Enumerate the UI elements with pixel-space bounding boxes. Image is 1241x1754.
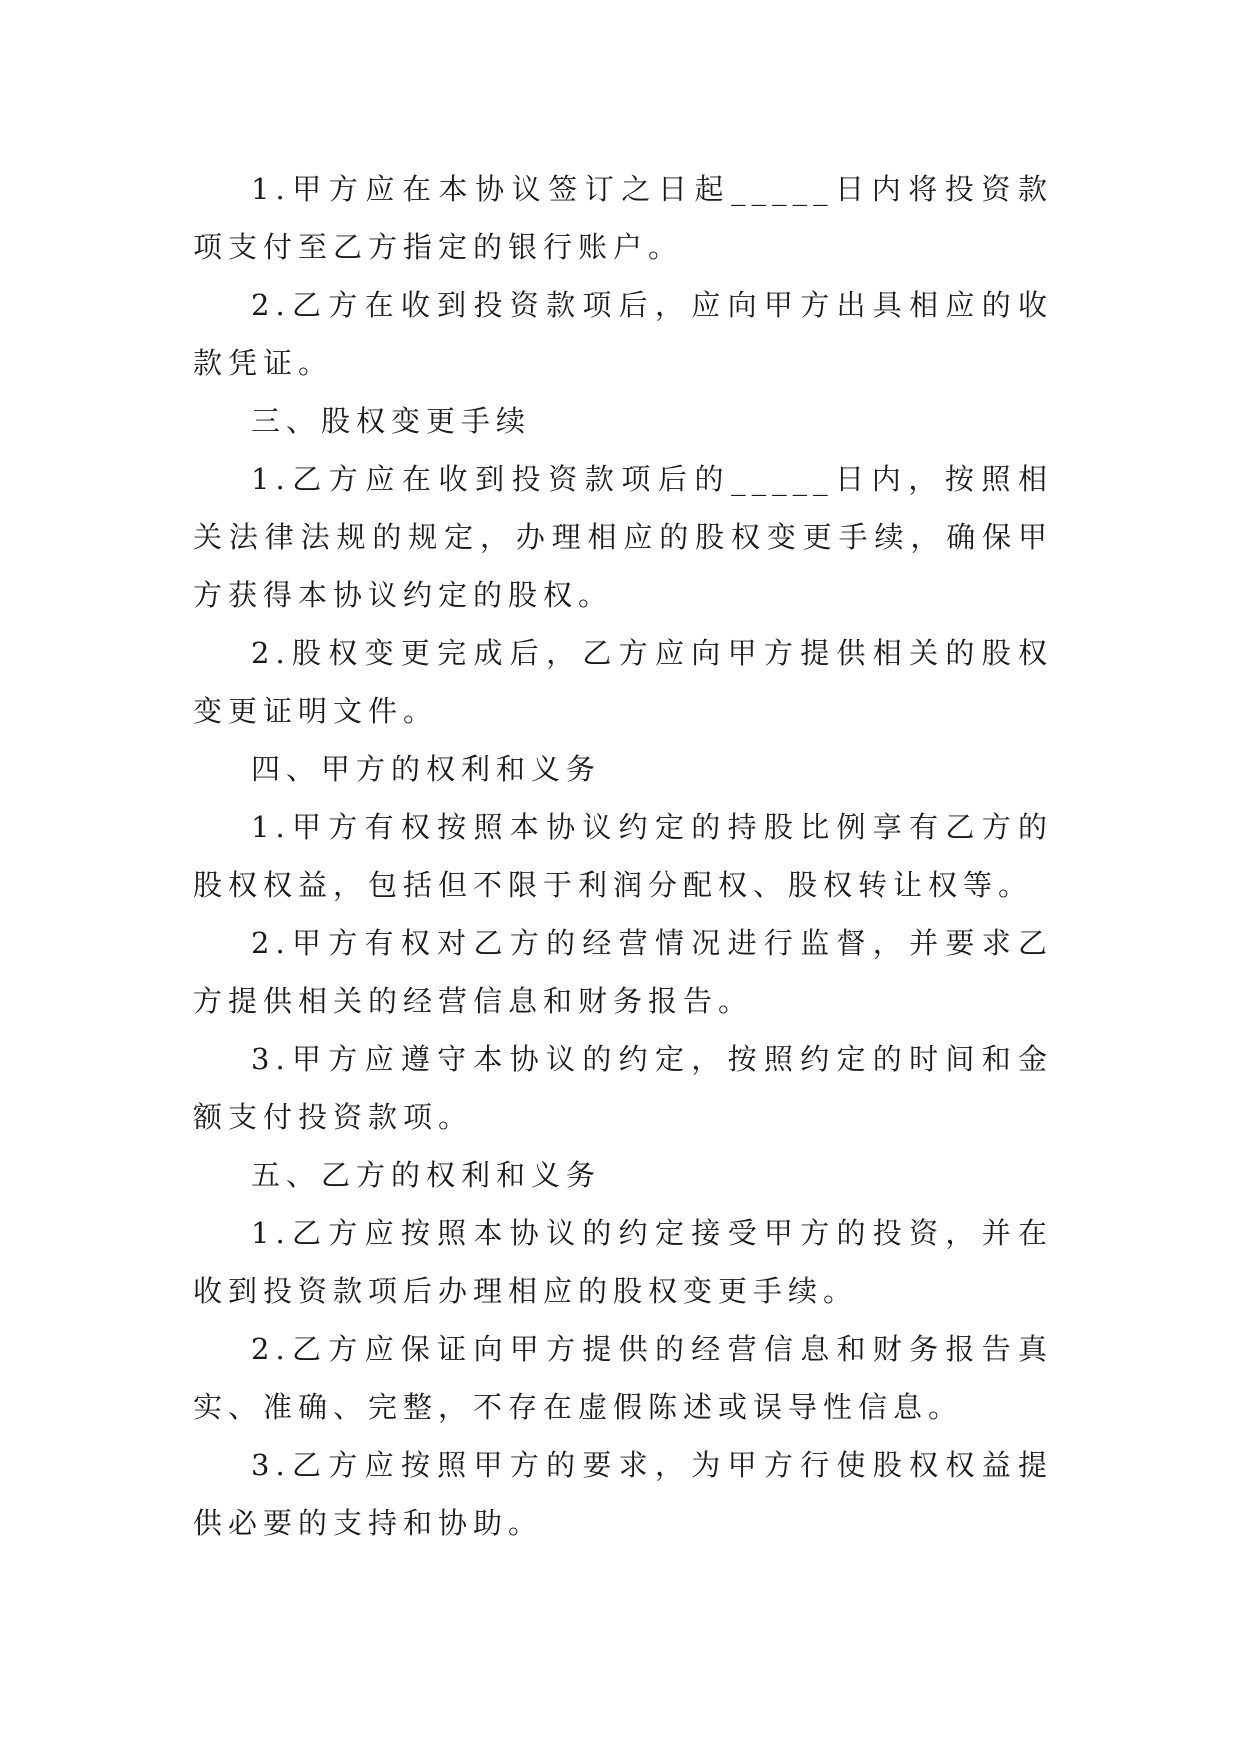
section-heading-party-b-rights: 五、乙方的权利和义务 [251,1158,602,1192]
document-body [193,160,1053,1552]
clause-party-a-supervision: 2.甲方有权对乙方的经营情况进行监督，并要求乙方提供相关的经营信息和财务报告。 [193,926,1053,1018]
clause-party-b-accept-investment: 1.乙方应按照本协议的约定接受甲方的投资，并在收到投资款项后办理相应的股权变更手续。 [193,1216,1053,1308]
clause-receipt-voucher: 2.乙方在收到投资款项后，应向甲方出具相应的收款凭证。 [193,288,1053,380]
clause-party-b-truthful-info: 2.乙方应保证向甲方提供的经营信息和财务报告真实、准确、完整，不存在虚假陈述或误导性信息。 [193,1332,1053,1424]
clause-equity-change-proof: 2.股权变更完成后，乙方应向甲方提供相关的股权变更证明文件。 [193,636,1053,728]
section-heading-party-a-rights: 四、甲方的权利和义务 [251,752,602,786]
clause-payment-deadline: 1.甲方应在本协议签订之日起_____日内将投资款项支付至乙方指定的银行账户。 [193,172,1053,264]
clause-party-a-payment-obligation: 3.甲方应遵守本协议的约定，按照约定的时间和金额支付投资款项。 [193,1042,1053,1134]
clause-party-b-support: 3.乙方应按照甲方的要求，为甲方行使股权权益提供必要的支持和协助。 [193,1448,1053,1540]
clause-equity-change-procedure: 1.乙方应在收到投资款项后的_____日内，按照相关法律法规的规定，办理相应的股权变更手续，确保甲方获得本协议约定的股权。 [193,462,1053,612]
clause-party-a-equity-rights: 1.甲方有权按照本协议约定的持股比例享有乙方的股权权益，包括但不限于利润分配权、股权转让权等。 [193,810,1053,902]
section-heading-equity-change: 三、股权变更手续 [251,404,532,438]
